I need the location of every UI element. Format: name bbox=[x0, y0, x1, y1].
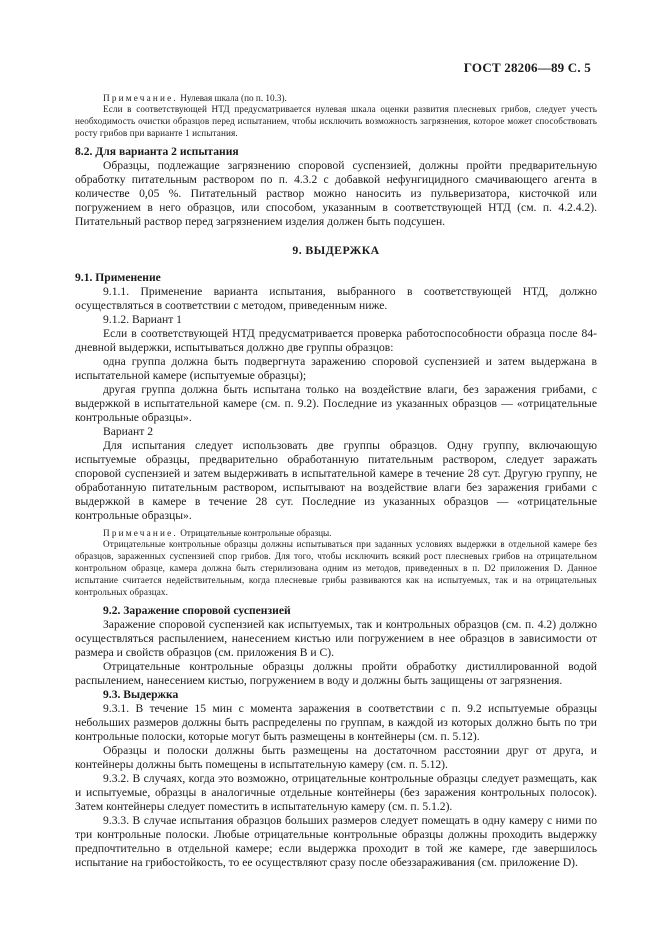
clause-9-1-2: 9.1.2. Вариант 1 bbox=[103, 313, 182, 327]
section-9-2-heading: 9.2. Заражение споровой суспензией bbox=[103, 604, 291, 618]
note-1-line bbox=[75, 92, 597, 104]
note-1-label: Примечание. bbox=[103, 93, 178, 103]
note-2-text: Отрицательные контрольные образцы. bbox=[177, 528, 332, 539]
section-8-2-heading: 8.2. Для варианта 2 испытания bbox=[75, 145, 239, 159]
clause-9-3-3: 9.3.3. В случае испытания образцов больших размеров следует помещать в одну камеру с ними по три контрольные полоски. Любые отрицательные контрольные образцы должны проходить выдержку предпочтительно в отдельной камере; если выдержка проходит в той же камере, где завершилось испытание на грибостойкость, то ее осуществляют сразу после обеззараживания (см. приложение D). bbox=[75, 814, 597, 870]
clause-9-1-1: 9.1.1. Применение варианта испытания, выбранного в соответствующей НТД, должно осуществляться в соответствии с методом, приведенным ниже. bbox=[75, 285, 597, 313]
page-content bbox=[75, 92, 597, 870]
clause-9-3-2: 9.3.2. В случаях, когда это возможно, отрицательные контрольные образцы следует размещать, как и испытуемые, образцы в аналогичные отдельные контейнеры (без заражения контрольных полосок). Затем контейнеры следует поместить в испытательную камеру (см. п. 5.1.2). bbox=[75, 772, 597, 814]
section-9-3-heading: 9.3. Выдержка bbox=[103, 688, 179, 702]
clause-9-3-1-para-b: Образцы и полоски должны быть размещены на достаточном расстоянии друг от друга, и контейнеры должны быть помещены в испытательную камеру (см. п. 5.12). bbox=[75, 744, 597, 772]
section-9-title: 9. ВЫДЕРЖКА bbox=[292, 243, 380, 258]
clause-9-3-1: 9.3.1. В течение 15 мин с момента заражения в соответствии с п. 9.2 испытуемые образцы небольших размеров должны быть распределены по группам, в каждой из которых должно быть по три контрольные полоски, которые могут быть размещены в контейнеры (см. п. 5.12). bbox=[75, 702, 597, 744]
page-header: ГОСТ 28206—89 С. 5 bbox=[463, 60, 591, 75]
variant-2-label: Вариант 2 bbox=[103, 425, 153, 439]
note-1-text: Нулевая шкала (по п. 10.3). bbox=[177, 93, 287, 103]
section-9-2-paragraph-2: Отрицательные контрольные образцы должны пройти обработку дистиллированной водой распылением, нанесением кистью, погружением в воду и должны быть защищены от загрязнения. bbox=[75, 660, 597, 688]
section-8-2-paragraph: Образцы, подлежащие загрязнению споровой суспензией, должны пройти предварительную обработку питательным раствором по п. 4.3.2 с добавкой нефунгицидного смачивающего агента в количестве 0,05 %. Питательный раствор можно наносить из пульверизатора, кисточкой или погружением в него образцов, или способом, указанным в соответствующей НТД (см. п. 4.2.4.2). Питательный раствор перед загрязнением изделия должен быть подсушен. bbox=[75, 159, 597, 229]
note-2-line bbox=[75, 527, 597, 539]
note-1-paragraph: Если в соответствующей НТД предусматривается нулевая шкала оценки развития плесневых грибов, следует учесть необходимость очистки образцов перед испытанием, чтобы исключить возможность загрязнения, которое может способствовать росту грибов при варианте 1 испытания. bbox=[75, 104, 597, 138]
clause-9-1-2-para-c: другая группа должна быть испытана только на воздействие влаги, без заражения грибами, с выдержкой в испытательной камере (см. п. 9.2). Последние из указанных образцов — «отрицательные контрольные образцы». bbox=[75, 383, 597, 425]
clause-9-1-2-para-a: Если в соответствующей НТД предусматривается проверка работоспособности образца после 84-дневной выдержки, испытываться должно две группы образцов: bbox=[75, 327, 597, 355]
clause-9-1-2-para-b: одна группа должна быть подвергнута заражению споровой суспензией и затем выдержана в испытательной камере (испытуемые образцы); bbox=[75, 355, 597, 383]
note-2-label: Примечание. bbox=[103, 528, 178, 539]
section-9-1-heading: 9.1. Применение bbox=[75, 271, 161, 285]
note-2-paragraph: Отрицательные контрольные образцы должны испытываться при заданных условиях выдержки в отдельной камере без образцов, зараженных суспензией спор грибов. Для того, чтобы исключить всякий рост плесневых грибов на отрицательном контрольном образце, камера должна быть стерилизована одним из методов, приведенных в п. D2 приложения D. Данное испытание считается недействительным, когда плесневые грибы развиваются как на испытуемых, так и на отрицательных контрольных образцах. bbox=[75, 539, 597, 597]
section-9-2-paragraph-1: Заражение споровой суспензией как испытуемых, так и контрольных образцов (см. п. 4.2) должно осуществляться распылением, нанесением кистью или погружением в нее образцов в зависимости от размера и свойств образцов (см. приложения В и С). bbox=[75, 618, 597, 660]
clause-9-1-2-para-d: Для испытания следует использовать две группы образцов. Одну группу, включающую испытуемые образцы, предварительно обработанную питательным раствором, следует заражать споровой суспензией и затем выдерживать в испытательной камере в течение 28 сут. Другую группу, не обработанную питательным раствором, испытывают на воздействие влаги без заражения грибами с выдержкой в камере в течение 28 сут. Последние из указанных образцов — «отрицательные контрольные образцы». bbox=[75, 439, 597, 523]
